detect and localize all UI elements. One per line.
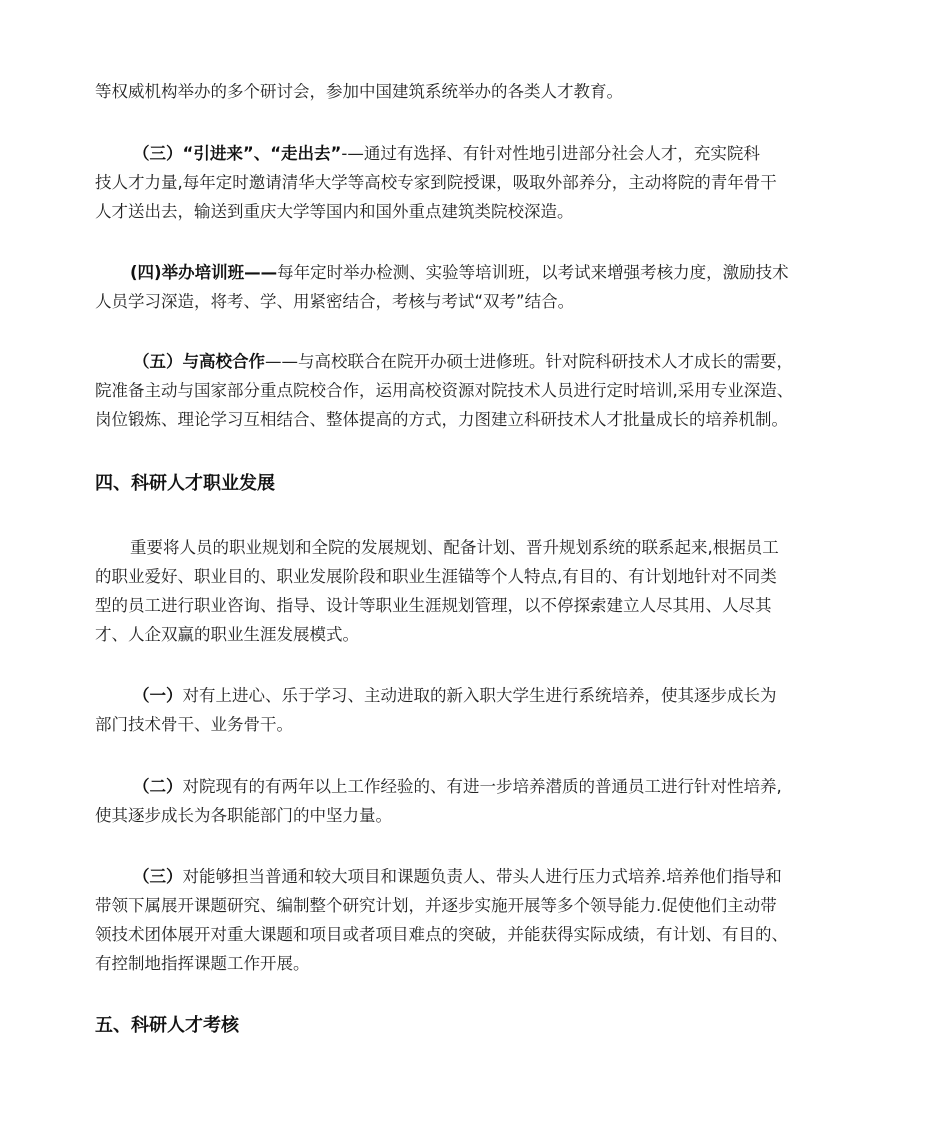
item-lead: （五）与高校合作	[133, 352, 265, 371]
text-line: 领技术团体展开对重大课题和项目或者项目难点的突破，并能获得实际成绩，有计划、有目的、	[95, 925, 788, 944]
text-line: 等权威机构举办的多个研讨会，参加中国建筑系统举办的各类人才教育。	[95, 82, 623, 101]
item-lead: (四)举办培训班——	[130, 263, 278, 282]
text-line: 人才送出去，输送到重庆大学等国内和国外重点建筑类院校深造。	[95, 202, 574, 221]
text-line: 才、人企双赢的职业生涯发展模式。	[95, 625, 359, 644]
text-line: 岗位锻炼、理论学习互相结合、整体提高的方式，力图建立科研技术人才批量成长的培养机制。	[95, 410, 788, 429]
paragraph-item-2-staff	[95, 772, 865, 830]
paragraph-item-1-graduates	[95, 681, 865, 739]
text-line: (四)举办培训班——每年定时举办检测、实验等培训班，以考试来增强考核力度，激励技术	[130, 263, 789, 282]
text-line: 部门技术骨干、业务骨干。	[95, 715, 293, 734]
text-line: （三）“引进来”、“走出去”-—通过有选择、有针对性地引进部分社会人才，充实院科	[133, 144, 760, 163]
section-heading-4: 四、科研人才职业发展	[95, 473, 275, 494]
item-lead: （三）	[133, 867, 183, 886]
text-line: 院准备主动与国家部分重点院校合作，运用高校资源对院技术人员进行定时培训,采用专业深造、	[95, 381, 794, 400]
paragraph-item-3-introduce	[95, 139, 865, 226]
text-line: 的职业爱好、职业目的、职业发展阶段和职业生涯锚等个人特点,有目的、有计划地针对不同类	[95, 567, 777, 586]
text-line: 重要将人员的职业规划和全院的发展规划、配备计划、晋升规划系统的联系起来,根据员工	[130, 538, 779, 557]
text-line: 技人才力量,每年定时邀请清华大学等高校专家到院授课，吸取外部养分，主动将院的青年骨干	[95, 173, 777, 192]
text-line: （二）对院现有的有两年以上工作经验的、有进一步培养潜质的普通员工进行针对性培养,	[133, 777, 782, 796]
paragraph-career-planning	[95, 533, 865, 649]
item-lead: （二）	[133, 777, 183, 796]
item-lead: （三）“引进来”、“走出去”	[133, 144, 342, 163]
text-line: 带领下属展开课题研究、编制整个研究计划，并逐步实施开展等多个领导能力.促使他们主动带	[95, 896, 777, 915]
paragraph-item-5-university	[95, 347, 865, 434]
text-line: （五）与高校合作——与高校联合在院开办硕士进修班。针对院科研技术人才成长的需要，	[133, 352, 793, 371]
text-line: 型的员工进行职业咨询、指导、设计等职业生涯规划管理，以不停探索建立人尽其用、人尽其	[95, 596, 772, 615]
text-line: （一）对有上进心、乐于学习、主动进取的新入职大学生进行系统培养，使其逐步成长为	[133, 686, 777, 705]
text-line: 有控制地指挥课题工作开展。	[95, 954, 310, 973]
paragraph-item-3-leaders	[95, 862, 865, 978]
text-line: （三）对能够担当普通和较大项目和课题负责人、带头人进行压力式培养.培养他们指导和	[133, 867, 782, 886]
text-line: 使其逐步成长为各职能部门的中坚力量。	[95, 806, 392, 825]
section-heading-5: 五、科研人才考核	[95, 1015, 239, 1036]
item-lead: （一）	[133, 686, 183, 705]
text-line: 人员学习深造，将考、学、用紧密结合，考核与考试“双考”结合。	[95, 292, 575, 311]
paragraph-item-4-training	[95, 258, 865, 316]
paragraph-continuation	[95, 77, 865, 106]
